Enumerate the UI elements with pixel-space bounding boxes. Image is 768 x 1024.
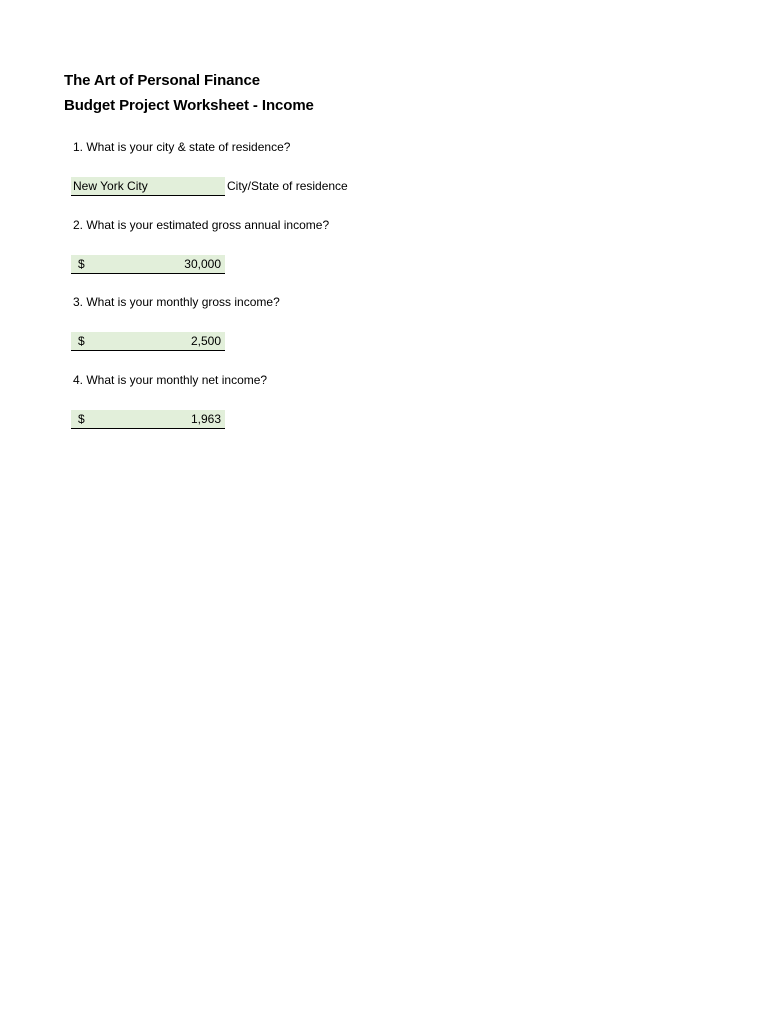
question-2-label: 2. What is your estimated gross annual income?: [73, 218, 330, 232]
currency-symbol: $: [78, 412, 85, 426]
currency-symbol: $: [78, 257, 85, 271]
worksheet-subtitle: Budget Project Worksheet - Income: [64, 97, 314, 114]
document-title: The Art of Personal Finance: [64, 72, 260, 89]
monthly-net-income-input[interactable]: [71, 410, 225, 429]
city-state-input[interactable]: [71, 177, 225, 196]
city-state-caption: City/State of residence: [227, 179, 348, 193]
gross-annual-income-value: 30,000: [184, 257, 221, 271]
gross-annual-income-input[interactable]: [71, 255, 225, 274]
city-state-value: New York City: [73, 179, 148, 193]
question-3-label: 3. What is your monthly gross income?: [73, 295, 280, 309]
question-4-label: 4. What is your monthly net income?: [73, 373, 268, 387]
monthly-gross-income-value: 2,500: [190, 334, 221, 348]
question-1-label: 1. What is your city & state of residence?: [73, 140, 291, 154]
monthly-gross-income-input[interactable]: [71, 332, 225, 351]
currency-symbol: $: [78, 334, 85, 348]
monthly-net-income-value: 1,963: [190, 412, 221, 426]
